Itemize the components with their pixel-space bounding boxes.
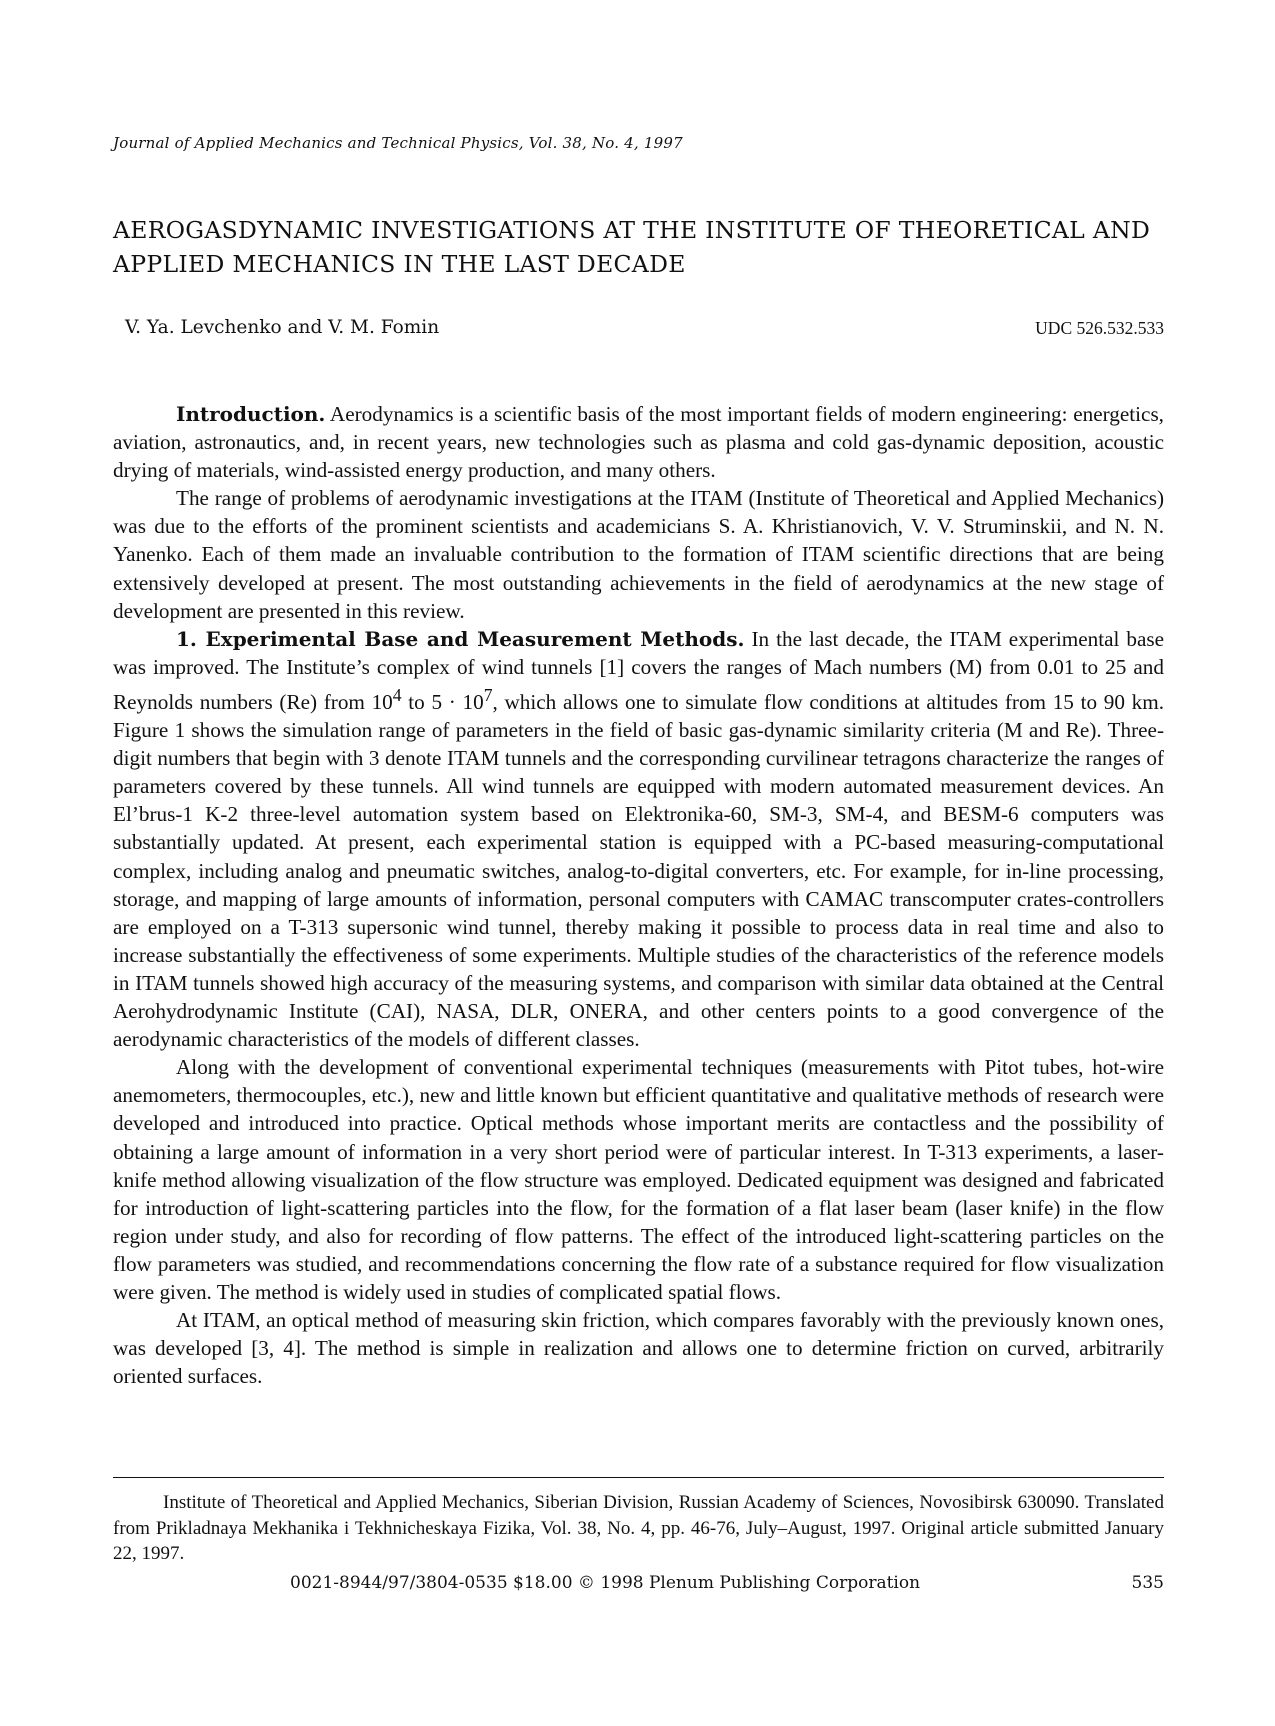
paragraph-experimental-base [113,625,1164,1053]
page-number: 535 [1131,1573,1164,1593]
affiliation-note: Institute of Theoretical and Applied Mechanics, Siberian Division, Russian Academy of Sciences, Novosibirsk 630090. Translated from Prikladnaya Mekhanika i Tekhnicheskaya Fizika, Vol. 38, No. 4, pp. 46-76, July–August, 1997. Original article submitted January 22, 1997. [113,1492,1164,1564]
journal-citation: Journal of Applied Mechanics and Technical Physics, Vol. 38, No. 4, 1997 [113,134,683,152]
paragraph-text: Aerodynamics is a scientific basis of the most important fields of modern engineering: energetics, aviation, astronautics, and, in recent years, new technologies such as plasma and cold gas-dynamic deposition, acoustic drying of materials, wind-assisted energy production, and many others. [113,402,1164,483]
paragraph-itam-history: The range of problems of aerodynamic investigations at the ITAM (Institute of Theoretical and Applied Mechanics) was due to the efforts of the prominent scientists and academicians S. A. Khristianovich, V. V. Struminskii, and N. N. Yanenko. Each of them made an invaluable contribution to the formation of ITAM scientific directions that are being extensively developed at present. The most outstanding achievements in the field of aerodynamics at the new stage of development are presented in this review. [113,486,1164,623]
section-heading-introduction: Introduction. [176,402,326,426]
copyright-imprint: 0021-8944/97/3804-0535 $18.00 © 1998 Plenum Publishing Corporation [290,1573,921,1593]
paragraph-optical-methods: Along with the development of conventional experimental techniques (measurements with Pitot tubes, hot-wire anemometers, thermocouples, etc.), new and little known but efficient quantitative and qualitative methods of research were developed and introduced into practice. Optical methods whose important merits are contactless and the possibility of obtaining a large amount of information in a very short period were of particular interest. In T-313 experiments, a laser-knife method allowing visualization of the flow structure was employed. Dedicated equipment was designed and fabricated for introduction of light-scattering particles into the flow, for the formation of a flat laser beam (laser knife) in the flow region under study, and also for recording of flow patterns. The effect of the introduced light-scattering particles on the flow parameters was studied, and recommendations concerning the flow rate of a substance required for flow visualization were given. The method is widely used in studies of complicated spatial flows. [113,1055,1164,1304]
udc-code: UDC 526.532.533 [1035,318,1164,338]
article-body [113,400,1164,1390]
article-authors: V. Ya. Levchenko and V. M. Fomin [125,317,440,338]
paragraph-skin-friction: At ITAM, an optical method of measuring skin friction, which compares favorably with the previously known ones, was developed [3, 4]. The method is simple in realization and allows one to determine friction on curved, arbitrarily oriented surfaces. [113,1308,1164,1389]
paragraph-text: to 5 · 10 [401,690,484,714]
paragraph-text: In the last decade, the ITAM experimental base was improved. The Institute’s complex of wind tunnels [1] covers the ranges of Mach numbers (M) from 0.01 to 25 and Reynolds numbers (Re) from 10 [113,626,1165,714]
superscript: 4 [392,684,402,705]
footnote-divider [113,1477,1164,1478]
article-title: AEROGASDYNAMIC INVESTIGATIONS AT THE INSTITUTE OF THEORETICAL AND APPLIED MECHANICS IN THE LAST DECADE [113,216,1151,278]
paragraph-text: , which allows one to simulate flow conditions at altitudes from 15 to 90 km. Figure 1 shows the simulation range of parameters in the field of basic gas-dynamic similarity criteria (M and Re). Three-digit numbers that begin with 3 denote ITAM tunnels and the corresponding curvilinear tetragons characterize the ranges of parameters covered by these tunnels. All wind tunnels are equipped with modern automated measurement devices. An El’brus-1 K-2 three-level automation system based on Elektronika-60, SM-3, SM-4, and BESM-6 computers was substantially updated. At present, each experimental station is equipped with a PC-based measuring-computational complex, including analog and pneumatic switches, analog-to-digital converters, etc. For example, for in-line processing, storage, and mapping of large amounts of information, personal computers with CAMAC transcomputer crates-controllers are employed on a T-313 supersonic wind tunnel, thereby making it possible to process data in real time and also to increase substantially the effectiveness of some experiments. Multiple studies of the characteristics of the reference models in ITAM tunnels showed high accuracy of the measuring systems, and comparison with similar data obtained at the Central Aerohydrodynamic Institute (CAI), NASA, DLR, ONERA, and other centers points to a good convergence of the aerodynamic characteristics of the models of different classes. [113,690,1164,1052]
superscript: 7 [483,684,493,705]
section-heading-experimental-base: 1. Experimental Base and Measurement Methods. [176,626,745,651]
footnote [113,1490,1164,1567]
paragraph-introduction [113,400,1164,484]
